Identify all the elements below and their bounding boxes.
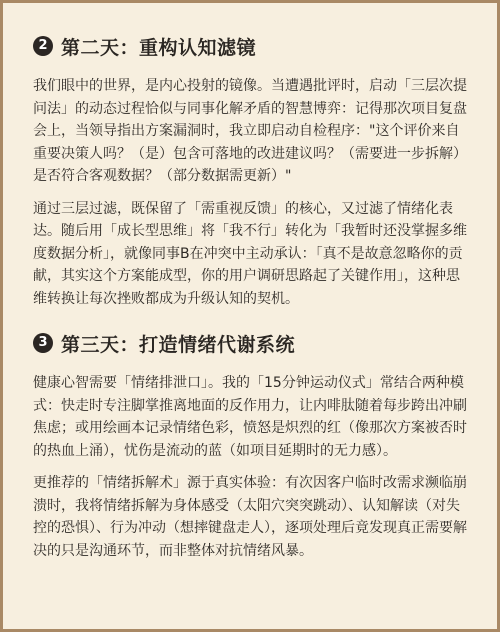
section-heading [33,328,471,358]
section-heading [33,31,471,61]
section-day-three [33,328,471,562]
section-day-two [33,31,471,310]
section-title: 第三天：打造情绪代谢系统 [61,333,296,356]
paragraph: 健康心智需要「情绪排泄口」。我的「15分钟运动仪式」常结合两种模式：快走时专注脚掌推离地面的反作用力，让内啡肽随着每步跨出冲刷焦虑；或用绘画本记录情绪色彩，愤怒是炽烈的红（像那次方案被否时的热血上涌），忧伤是流动的蓝（如项目延期时的无力感）。 [33,375,467,459]
paragraph: 我们眼中的世界，是内心投射的镜像。当遭遇批评时，启动「三层次提问法」的动态过程恰似与同事化解矛盾的智慧博弈：记得那次项目复盘会上，当领导指出方案漏洞时，我立即启动自检程序："这个评价来自重要决策人吗？（是）包含可落地的改进建议吗？（需要进一步拆解）是否符合客观数据？（部分数据需更新）" [33,78,467,184]
number-badge-icon: 2 [33,36,53,56]
paragraph: 更推荐的「情绪拆解术」源于真实体验：有次因客户临时改需求濒临崩溃时，我将情绪拆解为身体感受（太阳穴突突跳动）、认知解读（对失控的恐惧）、行为冲动（想摔键盘走人），逐项处理后竟发现真正需要解决的只是沟通环节，而非整体对抗情绪风暴。 [33,475,467,559]
paragraph: 通过三层过滤，既保留了「需重视反馈」的核心，又过滤了情绪化表达。随后用「成长型思维」将「我不行」转化为「我暂时还没掌握多维度数据分析」，就像同事B在冲突中主动承认：「真不是故意忽略你的贡献，其实这个方案能成型，你的用户调研思路起了关键作用」，这种思维转换让每次挫败都成为升级认知的契机。 [33,200,467,307]
section-title: 第二天：重构认知滤镜 [61,36,257,59]
number-badge-icon: 3 [33,333,53,353]
